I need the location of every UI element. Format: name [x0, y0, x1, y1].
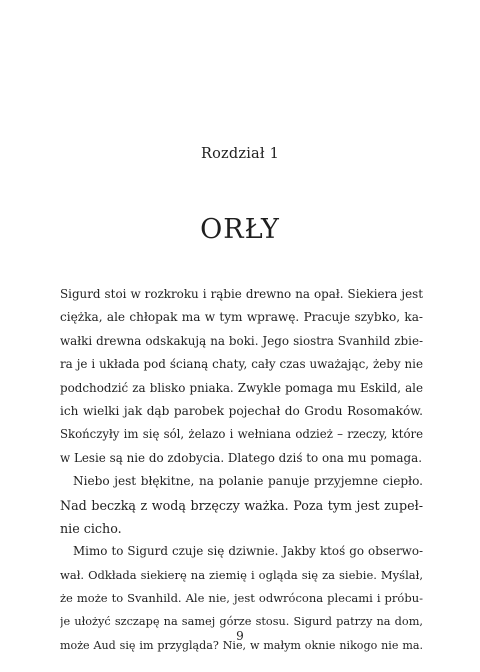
text-line: Nad beczką z wodą brzęczy ważka. Poza tym jest zupeł-: [60, 497, 423, 513]
body-text: [60, 283, 423, 657]
text-line: podchodzić za blisko pniaka. Zwykle pomaga mu Eskild, ale: [60, 380, 423, 395]
text-line: Sigurd stoi w rozkroku i rąbie drewno na opał. Siekiera jest: [60, 287, 423, 301]
text-line: w Lesie są nie do zdobycia. Dlatego dziś to ona mu pomaga.: [60, 450, 422, 465]
text-line: ich wielki jak dąb parobek pojechał do Grodu Rosomaków.: [60, 403, 423, 418]
chapter-label: Rozdział 1: [200, 146, 280, 162]
text-line: nie cicho.: [60, 520, 122, 536]
text-line: wał. Odkłada siekierę na ziemię i ogląda się za siebie. Myślał,: [60, 567, 423, 582]
text-line: je ułożyć szczapę na samej górze stosu. Sigurd patrzy na dom,: [60, 615, 423, 629]
text-line: wałki drewna odskakują na boki. Jego siostra Svanhild zbie-: [60, 333, 423, 348]
text-line: może Aud się im przygląda? Nie, w małym oknie nikogo nie ma.: [60, 638, 423, 652]
text-line: że może to Svanhild. Ale nie, jest odwrócona plecami i próbu-: [60, 591, 423, 606]
text-line: Skończyły im się sól, żelazo i wełniana odzież – rzeczy, które: [60, 427, 423, 442]
chapter-title: ORŁY: [200, 214, 280, 245]
text-line: Mimo to Sigurd czuje się dziwnie. Jakby ktoś go obserwo-: [73, 544, 423, 559]
text-line: Niebo jest błękitne, na polanie panuje przyjemne ciepło.: [73, 474, 423, 489]
page-number: 9: [236, 629, 244, 643]
text-line: ciężka, ale chłopak ma w tym wprawę. Pracuje szybko, ka-: [60, 310, 423, 325]
text-line: ra je i układa pod ścianą chaty, cały czas uważając, żeby nie: [60, 357, 423, 372]
